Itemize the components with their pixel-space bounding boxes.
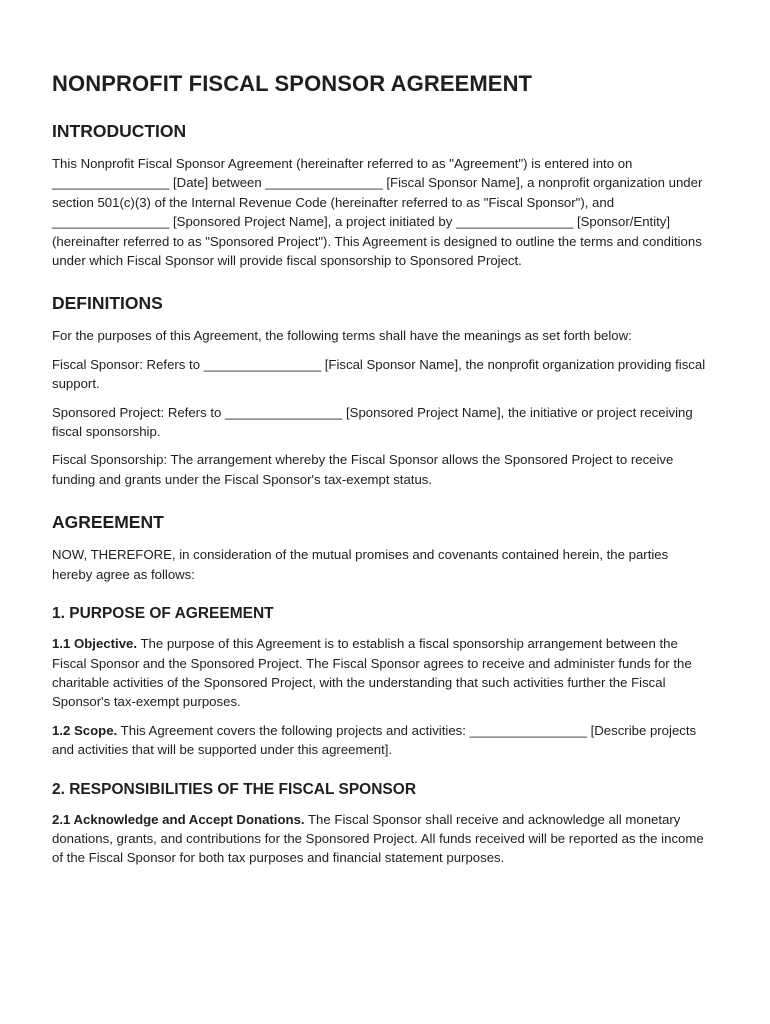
purpose-heading: 1. PURPOSE OF AGREEMENT xyxy=(52,605,274,623)
document-title: NONPROFIT FISCAL SPONSOR AGREEMENT xyxy=(52,71,533,96)
introduction-heading: INTRODUCTION xyxy=(52,121,187,141)
introduction-section xyxy=(52,120,710,270)
responsibilities-section xyxy=(52,780,710,868)
definitions-intro: For the purposes of this Agreement, the following terms shall have the meanings as set forth below: xyxy=(52,328,632,344)
acknowledge-text: The Fiscal Sponsor shall receive and acknowledge all monetary donations, grants, and contributions for the Sponsored Project. All funds received will be reported as the income of the Fiscal Sponsor for both tax purposes and financial statement purposes. xyxy=(52,811,704,866)
scope-clause xyxy=(52,721,710,760)
objective-text: The purpose of this Agreement is to establish a fiscal sponsorship arrangement between the Fiscal Sponsor and the Sponsored Project. The Fiscal Sponsor agrees to receive and administer funds for the charitable activities of the Sponsored Project, with the understanding that such activities further the Fiscal Sponsor's tax-exempt purposes. xyxy=(52,636,692,710)
objective-clause xyxy=(52,634,710,712)
definitions-section xyxy=(52,292,710,489)
objective-label: 1.1 Objective. xyxy=(52,636,138,652)
definition-sponsored-project: Sponsored Project: Refers to ________________ [Sponsored Project Name], the initiative or project receiving fiscal sponsorship. xyxy=(52,404,693,440)
acknowledge-label: 2.1 Acknowledge and Accept Donations. xyxy=(52,811,305,827)
agreement-heading: AGREEMENT xyxy=(52,512,164,533)
introduction-paragraph: This Nonprofit Fiscal Sponsor Agreement (hereinafter referred to as "Agreement") is entered into on ________________ [Date] between ________________ [Fiscal Sponsor Name], a nonprofit organization under section 501(c)(3) of the Internal Revenue Code (hereinafter referred to as "Fiscal Sponsor"), and ________________ [Sponsored Project Name], a project initiated by ________________ [Sponsor/Entity] (hereinafter referred to as "Sponsored Project"). This Agreement is designed to outline the terms and conditions under which Fiscal Sponsor will provide fiscal sponsorship to Sponsored Project. xyxy=(52,156,703,269)
definition-fiscal-sponsor: Fiscal Sponsor: Refers to ________________ [Fiscal Sponsor Name], the nonprofit organization providing fiscal support. xyxy=(52,356,706,392)
agreement-section xyxy=(52,511,710,584)
agreement-paragraph: NOW, THEREFORE, in consideration of the mutual promises and covenants contained herein, the parties hereby agree as follows: xyxy=(52,547,669,582)
responsibilities-heading: 2. RESPONSIBILITIES OF THE FISCAL SPONSOR xyxy=(52,780,417,798)
purpose-section xyxy=(52,604,710,759)
scope-text: This Agreement covers the following projects and activities: ________________ [Describe projects and activities that will be supported under this agreement]. xyxy=(52,722,697,758)
acknowledge-clause xyxy=(52,810,710,868)
scope-label: 1.2 Scope. xyxy=(52,722,118,738)
definitions-heading: DEFINITIONS xyxy=(52,293,163,314)
definition-fiscal-sponsorship: Fiscal Sponsorship: The arrangement whereby the Fiscal Sponsor allows the Sponsored Project to receive funding and grants under the Fiscal Sponsor's tax-exempt status. xyxy=(52,452,674,487)
